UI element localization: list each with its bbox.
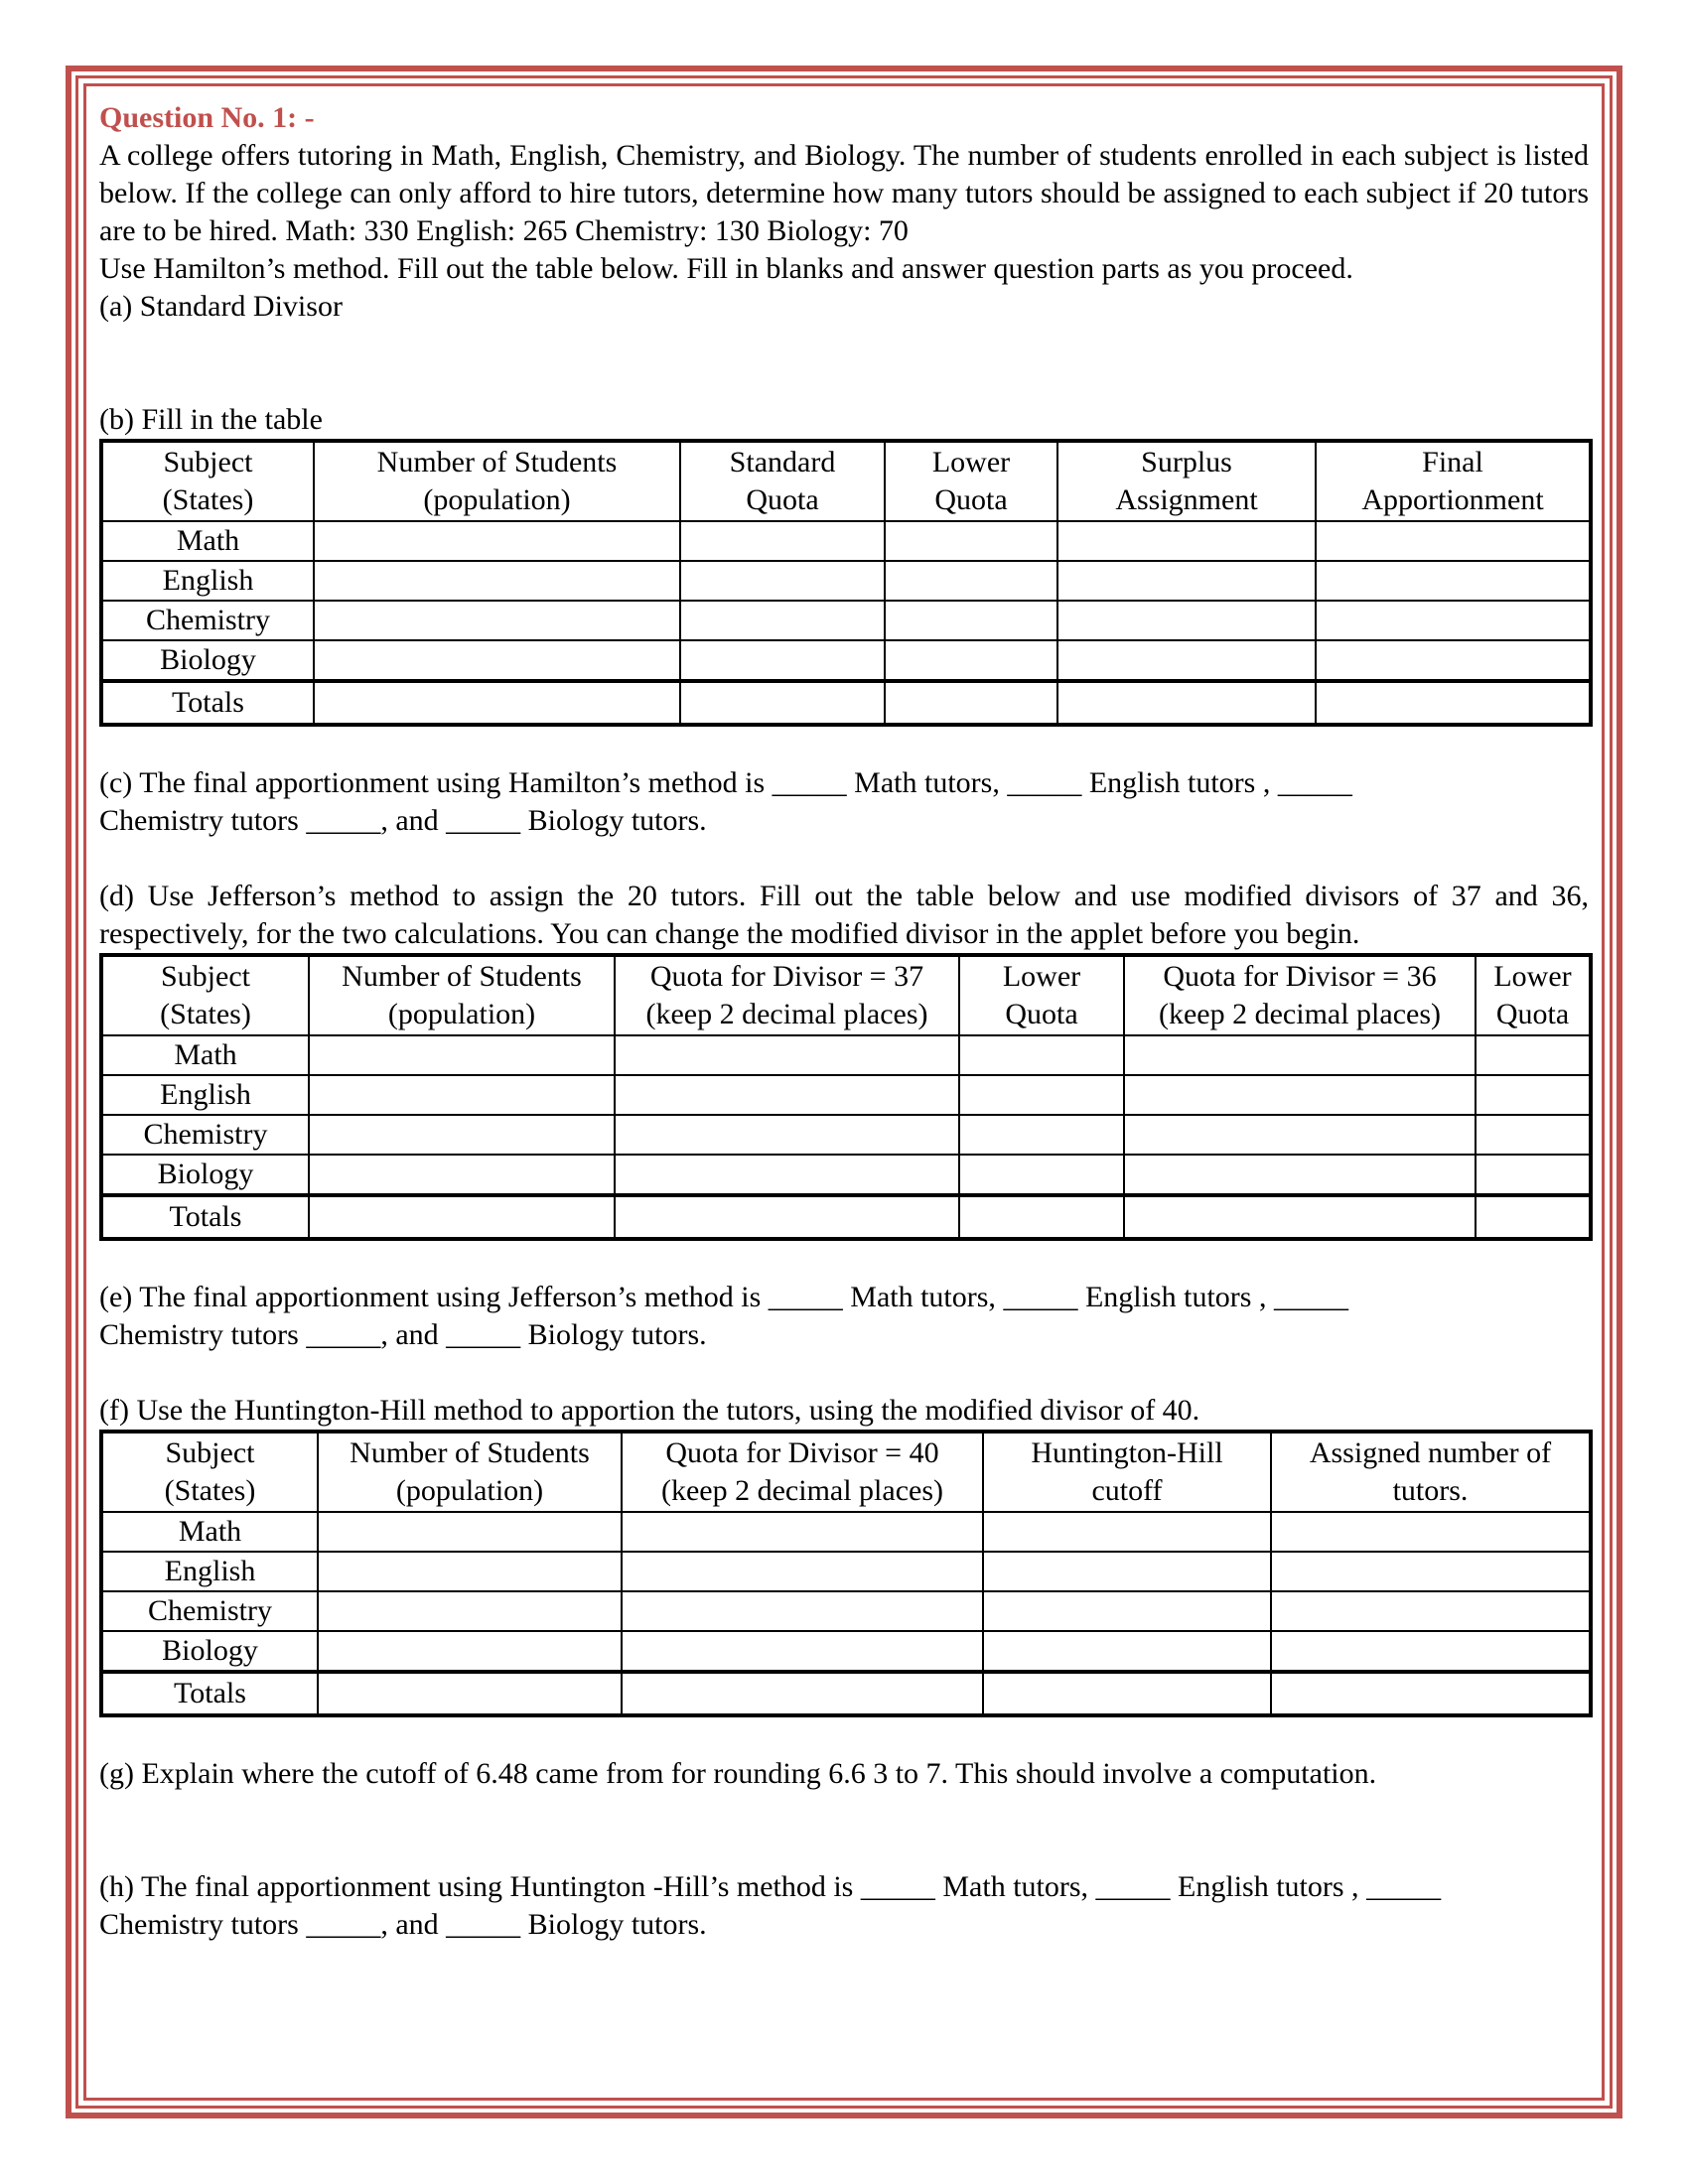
row-label: Biology: [101, 640, 314, 681]
answer-cell[interactable]: [615, 1035, 959, 1075]
header-assigned: Assigned number of tutors.: [1271, 1432, 1591, 1512]
answer-cell[interactable]: [983, 1672, 1271, 1715]
answer-cell[interactable]: [1271, 1552, 1591, 1591]
part-g-text: (g) Explain where the cutoff of 6.48 came from for rounding 6.6 3 to 7. This should involve a computation.: [99, 1757, 1377, 1790]
answer-cell[interactable]: [1271, 1672, 1591, 1715]
answer-cell[interactable]: [959, 1195, 1124, 1239]
answer-cell[interactable]: [680, 640, 885, 681]
answer-cell[interactable]: [615, 1155, 959, 1195]
header-students: Number of Students (population): [314, 441, 680, 521]
header-quota-40: Quota for Divisor = 40 (keep 2 decimal places): [622, 1432, 983, 1512]
header-students: Number of Students (population): [318, 1432, 622, 1512]
totals-row: [101, 681, 1591, 725]
answer-cell[interactable]: [885, 521, 1057, 561]
answer-cell[interactable]: [318, 1631, 622, 1672]
answer-cell[interactable]: [1124, 1075, 1476, 1115]
header-hh-cutoff: Huntington-Hill cutoff: [983, 1432, 1271, 1512]
table-row: [101, 1631, 1591, 1672]
answer-cell[interactable]: [318, 1672, 622, 1715]
row-label: Biology: [101, 1155, 309, 1195]
table-header-row: [101, 441, 1591, 521]
part-h-line-2: Chemistry tutors _____, and _____ Biology tutors.: [99, 1906, 1589, 1944]
blank-biology[interactable]: _____: [446, 1908, 521, 1941]
row-label: Totals: [101, 681, 314, 725]
row-label: Chemistry: [101, 1115, 309, 1155]
table-row: [101, 1591, 1591, 1631]
answer-cell[interactable]: [622, 1672, 983, 1715]
row-label: Math: [101, 521, 314, 561]
answer-cell[interactable]: [622, 1552, 983, 1591]
answer-cell[interactable]: [680, 561, 885, 601]
blank-chemistry[interactable]: _____: [1273, 1281, 1348, 1313]
blank-english[interactable]: _____: [1095, 1870, 1171, 1903]
table-row: [101, 601, 1591, 640]
answer-cell[interactable]: [1057, 681, 1316, 725]
answer-cell[interactable]: [1476, 1075, 1591, 1115]
answer-cell[interactable]: [1124, 1115, 1476, 1155]
table-row: [101, 1552, 1591, 1591]
part-h-line-1: (h) The final apportionment using Huntington -Hill’s method is _____ Math tutors, _____ English tutors , _____: [99, 1868, 1589, 1906]
part-a-label: (a) Standard Divisor: [99, 290, 343, 323]
answer-cell[interactable]: [314, 561, 680, 601]
answer-cell[interactable]: [983, 1631, 1271, 1672]
huntington-hill-table: [99, 1430, 1593, 1717]
answer-cell[interactable]: [680, 681, 885, 725]
header-subject: Subject (States): [101, 955, 309, 1035]
answer-cell[interactable]: [1057, 601, 1316, 640]
jefferson-table: [99, 953, 1593, 1241]
hamilton-table: [99, 439, 1593, 727]
question-title: Question No. 1: -: [99, 101, 315, 134]
answer-cell[interactable]: [1316, 681, 1591, 725]
answer-cell[interactable]: [309, 1035, 615, 1075]
answer-cell[interactable]: [885, 640, 1057, 681]
table-row: [101, 1115, 1591, 1155]
table-row: [101, 1155, 1591, 1195]
row-label: Totals: [101, 1195, 309, 1239]
header-quota-36: Quota for Divisor = 36 (keep 2 decimal places): [1124, 955, 1476, 1035]
answer-cell[interactable]: [1316, 601, 1591, 640]
blank-math[interactable]: _____: [768, 1281, 843, 1313]
blank-biology[interactable]: _____: [446, 1318, 521, 1351]
header-surplus: Surplus Assignment: [1057, 441, 1316, 521]
answer-cell[interactable]: [314, 640, 680, 681]
answer-cell[interactable]: [615, 1115, 959, 1155]
answer-cell[interactable]: [1124, 1195, 1476, 1239]
answer-cell[interactable]: [1057, 521, 1316, 561]
answer-cell[interactable]: [959, 1075, 1124, 1115]
answer-cell[interactable]: [318, 1552, 622, 1591]
blank-biology[interactable]: _____: [446, 804, 521, 837]
answer-cell[interactable]: [1271, 1591, 1591, 1631]
worksheet: [99, 99, 1589, 1944]
answer-cell[interactable]: [959, 1115, 1124, 1155]
header-subject: Subject (States): [101, 1432, 318, 1512]
part-e-line-1: (e) The final apportionment using Jefferson’s method is _____ Math tutors, _____ English tutors , _____: [99, 1279, 1589, 1316]
answer-cell[interactable]: [983, 1552, 1271, 1591]
blank-chemistry-2[interactable]: _____: [306, 1318, 381, 1351]
answer-cell[interactable]: [309, 1115, 615, 1155]
header-standard-quota: Standard Quota: [680, 441, 885, 521]
answer-cell[interactable]: [314, 681, 680, 725]
table-header-row: [101, 1432, 1591, 1512]
header-lower-quota-36: Lower Quota: [1476, 955, 1591, 1035]
blank-chemistry[interactable]: _____: [1277, 766, 1352, 799]
table-row: [101, 1075, 1591, 1115]
table-header-row: [101, 955, 1591, 1035]
answer-cell[interactable]: [615, 1075, 959, 1115]
answer-cell[interactable]: [885, 681, 1057, 725]
answer-cell[interactable]: [318, 1591, 622, 1631]
answer-cell[interactable]: [983, 1591, 1271, 1631]
answer-cell[interactable]: [1316, 640, 1591, 681]
table-row: [101, 640, 1591, 681]
part-d-label: (d) Use Jefferson’s method to assign the 20 tutors. Fill out the table below and use modified divisors of 37 and 36, respectively, for the two calculations. You can change the modified divisor in the applet before you begin.: [99, 880, 1589, 950]
header-final: Final Apportionment: [1316, 441, 1591, 521]
row-label: Totals: [101, 1672, 318, 1715]
totals-row: [101, 1195, 1591, 1239]
header-quota-37: Quota for Divisor = 37 (keep 2 decimal places): [615, 955, 959, 1035]
part-f-label: (f) Use the Huntington-Hill method to apportion the tutors, using the modified divisor of 40.: [99, 1394, 1200, 1427]
answer-cell[interactable]: [615, 1195, 959, 1239]
answer-cell[interactable]: [959, 1035, 1124, 1075]
question-instructions: Use Hamilton’s method. Fill out the table below. Fill in blanks and answer question parts as you proceed.: [99, 252, 1353, 285]
answer-cell[interactable]: [680, 521, 885, 561]
answer-cell[interactable]: [1476, 1035, 1591, 1075]
answer-cell[interactable]: [1316, 561, 1591, 601]
part-c-line-2: Chemistry tutors _____, and _____ Biology tutors.: [99, 802, 1589, 840]
answer-cell[interactable]: [309, 1195, 615, 1239]
answer-cell[interactable]: [1057, 561, 1316, 601]
part-c-line-1: (c) The final apportionment using Hamilton’s method is _____ Math tutors, _____ English tutors , _____: [99, 764, 1589, 802]
row-label: Biology: [101, 1631, 318, 1672]
answer-cell[interactable]: [1271, 1631, 1591, 1672]
answer-cell[interactable]: [1476, 1155, 1591, 1195]
header-lower-quota-37: Lower Quota: [959, 955, 1124, 1035]
blank-math[interactable]: _____: [860, 1870, 935, 1903]
answer-cell[interactable]: [959, 1155, 1124, 1195]
answer-cell[interactable]: [622, 1591, 983, 1631]
part-e-line-2: Chemistry tutors _____, and _____ Biology tutors.: [99, 1316, 1589, 1354]
row-label: English: [101, 1552, 318, 1591]
row-label: Math: [101, 1512, 318, 1552]
blank-chemistry-2[interactable]: _____: [306, 1908, 381, 1941]
blank-math[interactable]: _____: [772, 766, 847, 799]
answer-cell[interactable]: [309, 1075, 615, 1115]
blank-chemistry-2[interactable]: _____: [306, 804, 381, 837]
answer-cell[interactable]: [309, 1155, 615, 1195]
table-row: [101, 521, 1591, 561]
row-label: English: [101, 561, 314, 601]
blank-chemistry[interactable]: _____: [1366, 1870, 1442, 1903]
header-lower-quota: Lower Quota: [885, 441, 1057, 521]
answer-cell[interactable]: [983, 1512, 1271, 1552]
answer-cell[interactable]: [314, 601, 680, 640]
answer-cell[interactable]: [1476, 1195, 1591, 1239]
answer-cell[interactable]: [680, 601, 885, 640]
row-label: Chemistry: [101, 601, 314, 640]
answer-cell[interactable]: [1124, 1035, 1476, 1075]
answer-cell[interactable]: [622, 1512, 983, 1552]
table-row: [101, 1035, 1591, 1075]
question-intro: A college offers tutoring in Math, English, Chemistry, and Biology. The number of students enrolled in each subject is listed below. If the college can only afford to hire tutors, determine how many tutors should be assigned to each subject if 20 tutors are to be hired. Math: 330 English: 265 Chemistry: 130 Biology: 70: [99, 139, 1589, 247]
table-row: [101, 561, 1591, 601]
part-b-label: (b) Fill in the table: [99, 403, 323, 436]
header-students: Number of Students (population): [309, 955, 615, 1035]
answer-cell[interactable]: [885, 601, 1057, 640]
answer-cell[interactable]: [1476, 1115, 1591, 1155]
blank-english[interactable]: _____: [1003, 1281, 1078, 1313]
answer-cell[interactable]: [1271, 1512, 1591, 1552]
answer-cell[interactable]: [318, 1512, 622, 1552]
answer-cell[interactable]: [1124, 1155, 1476, 1195]
answer-cell[interactable]: [1057, 640, 1316, 681]
totals-row: [101, 1672, 1591, 1715]
answer-cell[interactable]: [622, 1631, 983, 1672]
answer-cell[interactable]: [1316, 521, 1591, 561]
row-label: Chemistry: [101, 1591, 318, 1631]
table-row: [101, 1512, 1591, 1552]
header-subject: Subject (States): [101, 441, 314, 521]
answer-cell[interactable]: [885, 561, 1057, 601]
answer-cell[interactable]: [314, 521, 680, 561]
row-label: English: [101, 1075, 309, 1115]
row-label: Math: [101, 1035, 309, 1075]
blank-english[interactable]: _____: [1007, 766, 1082, 799]
